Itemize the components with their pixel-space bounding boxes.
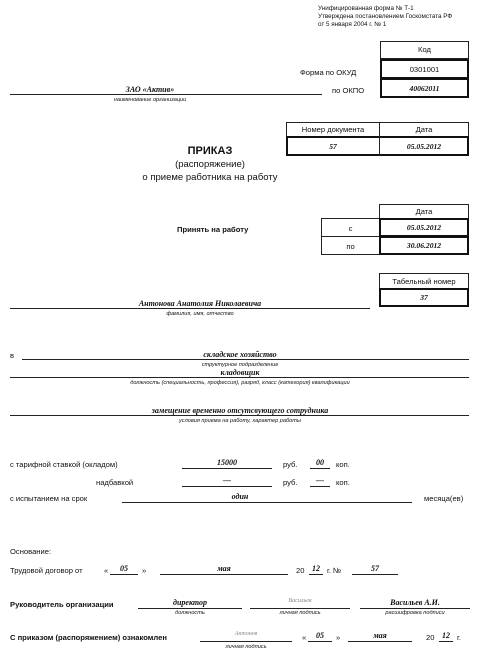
acquainted-signature-line (200, 641, 292, 642)
bonus-kop-value: — (316, 476, 324, 485)
salary-kop-label: коп. (336, 460, 350, 469)
conditions-line (10, 415, 469, 416)
doc-number-header: Номер документа (301, 125, 365, 134)
acquainted-month-line (348, 641, 412, 642)
employee-caption: фамилия, имя, отчество (166, 311, 234, 317)
head-signature-caption: личная подпись (279, 610, 321, 616)
salary-label: с тарифной ставкой (окладом) (10, 460, 118, 469)
department-caption: структурное подразделение (201, 362, 279, 368)
okud-label: Форма по ОКУД (300, 68, 357, 77)
salary-kop-value: 00 (316, 458, 324, 467)
acquainted-year: 12 (442, 631, 450, 640)
okpo-label: по ОКПО (332, 86, 365, 95)
okud-value: 0301001 (409, 65, 440, 74)
head-name-line (360, 608, 470, 609)
head-signature: Васильев (288, 598, 312, 604)
salary-rub-line (182, 468, 272, 469)
acquainted-quote-close: » (336, 633, 341, 642)
doc-date-value: 05.05.2012 (406, 142, 442, 151)
contract-number-line (352, 574, 398, 575)
bonus-rub-line (182, 486, 272, 487)
form-header-line3: от 5 января 2004 г. № 1 (318, 21, 387, 28)
contract-label: Трудовой договор от (10, 566, 83, 575)
doc-date-header: Дата (415, 125, 433, 134)
tab-number-header: Табельный номер (392, 277, 456, 286)
organization-name: ЗАО «Актив» (125, 85, 175, 94)
hire-from-value: 05.05.2012 (406, 223, 442, 232)
form-header-line2: Утверждена постановлением Госкомстата РФ (318, 13, 453, 20)
order-subject: о приеме работника на работу (142, 172, 278, 183)
salary-kop-line (310, 468, 330, 469)
probation-value: один (231, 492, 249, 501)
form-header-line1: Унифицированная форма № Т-1 (318, 5, 414, 12)
head-name: Васильев А.И. (390, 598, 440, 607)
position-caption: должность (специальность, профессия), разряд, класс (категория) квалификации (130, 380, 350, 386)
bonus-kop-label: коп. (336, 478, 350, 487)
order-title: ПРИКАЗ (187, 145, 233, 157)
head-signature-line (250, 608, 350, 609)
contract-year-prefix: 20 (296, 566, 305, 575)
kod-label: Код (418, 45, 431, 54)
acquainted-year-line (439, 641, 453, 642)
organization-line (10, 94, 322, 95)
head-position-caption: должность (175, 610, 205, 616)
acquainted-signature-caption: личная подпись (225, 644, 267, 650)
hire-from-label: с (348, 224, 353, 233)
contract-month: мая (217, 564, 231, 573)
position-line (10, 377, 469, 378)
order-subtitle: (распоряжение) (175, 159, 245, 170)
hire-date-header: Дата (415, 207, 433, 216)
acquainted-day: 05 (316, 631, 324, 640)
bonus-label: надбавкой (96, 478, 134, 487)
contract-day-line (110, 574, 138, 575)
organization-caption: наименование организации (113, 97, 187, 103)
form-header (318, 5, 478, 29)
acquainted-day-line (308, 641, 332, 642)
okpo-value: 40062011 (409, 84, 440, 93)
department-value: складское хозяйство (203, 350, 277, 359)
conditions-value: замещение временно отсутсвующего сотрудника (151, 406, 329, 415)
conditions-caption: условия приема на работу, характер работы (178, 418, 302, 424)
probation-line (122, 502, 412, 503)
hire-to-label: по (346, 242, 355, 251)
employee-name: Антонова Анатолия Николаевича (138, 299, 262, 308)
bonus-rub-label: руб. (283, 478, 298, 487)
acquainted-label: С приказом (распоряжением) ознакомлен (10, 633, 167, 642)
bonus-kop-line (310, 486, 330, 487)
probation-label: с испытанием на срок (10, 494, 88, 503)
salary-rub-label: руб. (283, 460, 298, 469)
position-value: кладовщик (220, 368, 260, 377)
contract-year-suffix: г. № (327, 566, 342, 575)
contract-number: 57 (371, 564, 379, 573)
contract-year: 12 (312, 564, 320, 573)
acquainted-signature: Антонов (234, 631, 258, 637)
employee-line (10, 308, 370, 309)
contract-month-line (160, 574, 288, 575)
acquainted-month: мая (373, 631, 387, 640)
head-label: Руководитель организации (10, 600, 114, 609)
contract-day: 05 (120, 564, 128, 573)
department-prefix: в (10, 351, 15, 360)
contract-quote-open: « (104, 566, 109, 575)
contract-year-line (309, 574, 323, 575)
acquainted-year-prefix: 20 (426, 633, 435, 642)
department-line (22, 359, 469, 360)
probation-unit: месяца(ев) (424, 494, 464, 503)
bonus-rub-value: — (223, 476, 231, 485)
head-position-line (138, 608, 242, 609)
hire-to-value: 30.06.2012 (406, 241, 442, 250)
tab-number-value: 37 (420, 293, 428, 302)
doc-number-value: 57 (329, 142, 337, 151)
head-position: директор (172, 598, 208, 607)
salary-rub-value: 15000 (217, 458, 237, 467)
hire-label: Принять на работу (177, 225, 249, 234)
acquainted-year-suffix: г. (457, 633, 461, 642)
basis-label: Основание: (10, 547, 52, 556)
head-name-caption: расшифровка подписи (385, 610, 445, 616)
acquainted-quote-open: « (302, 633, 307, 642)
contract-quote-close: » (142, 566, 147, 575)
